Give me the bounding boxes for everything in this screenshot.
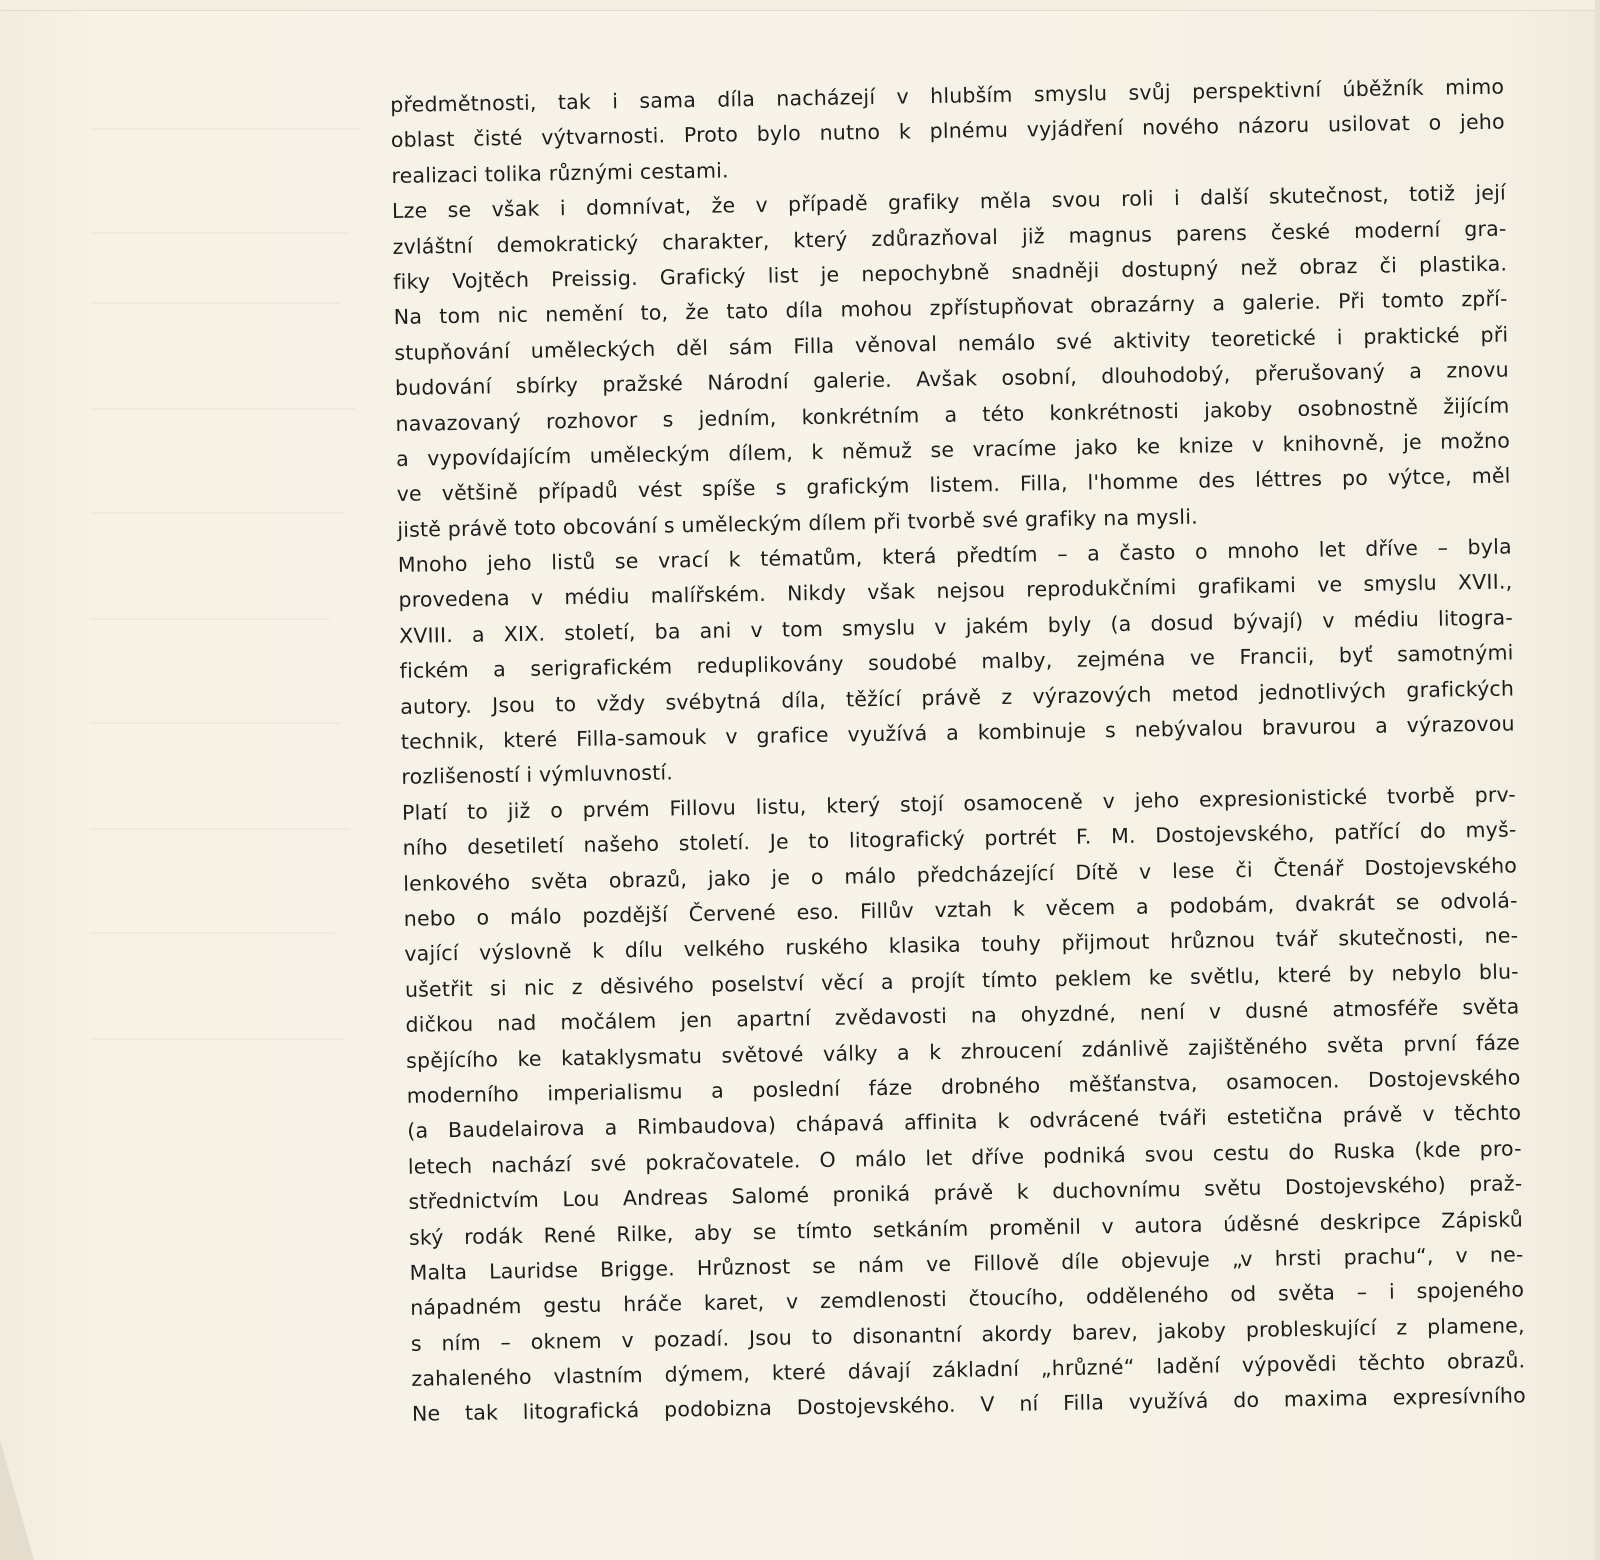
text-line: rozlišeností i výmluvností. <box>401 760 674 790</box>
paragraph <box>392 176 1512 548</box>
bleed-through-line <box>90 128 360 130</box>
text-line: Lze se však i domnívat, že v případě grafiky měla svou roli i další skutečnost, totiž její <box>391 180 1507 224</box>
text-line: fickém a serigrafickém reduplikovány soudobé malby, zejména ve Francii, byť samotnými <box>399 640 1514 684</box>
text-line: zahaleného vlastním dýmem, které dávají základní „hrůzné“ ladění výpovědi těchto obrazů. <box>411 1348 1526 1391</box>
page-top-edge <box>0 0 1600 11</box>
text-line: Na tom nic nemění to, že tato díla mohou zpřístupňovat obrazárny a galerie. Při tomto zpří- <box>393 286 1508 330</box>
page-right-edge <box>1595 0 1600 1560</box>
bleed-through-line <box>90 408 355 410</box>
bleed-through-line <box>90 512 345 514</box>
text-line: předmětnosti, tak i sama díla nacházejí v hlubším smyslu svůj perspektivní úběžník mimo <box>390 74 1505 117</box>
bleed-through-line <box>90 232 350 234</box>
text-line: spějícího ke kataklysmatu světové války a k zhroucení zdánlivě zajištěného světa první fáze <box>405 1029 1521 1073</box>
bleed-through-line <box>90 302 340 304</box>
paragraph <box>402 777 1526 1432</box>
text-line: a vypovídajícím uměleckým dílem, k němuž se vracíme jako ke knize v knihovně, je možno <box>395 428 1511 471</box>
text-line: autory. Jsou to vždy svébytná díla, těžící právě z výrazových metod jednotlivých grafických <box>400 676 1515 719</box>
paragraph <box>390 70 1506 195</box>
text-line: ve většině případů vést spíše s grafickým listem. Filla, l'homme des léttres po výtce, měl <box>396 463 1511 507</box>
text-line: technik, které Filla-samouk v grafice využívá a kombinuje s nebývalou bravurou a výrazovou <box>400 711 1515 754</box>
text-line: budování sbírky pražské Národní galerie. Avšak osobní, dlouhodobý, přerušovaný a znovu <box>394 357 1510 401</box>
text-line: vající výslovně k dílu velkého ruského klasika touhy přijmout hrůznou tvář skutečnosti, ne- <box>404 923 1519 967</box>
text-line: ušetřit si nic z děsivého poselství věcí a projít tímto peklem ke světlu, které by nebylo blu- <box>404 959 1519 1002</box>
text-line: lenkového světa obrazů, jako je o málo předcházející Dítě v lese či Čtenář Dostojevského <box>402 853 1518 896</box>
text-line: (a Baudelairova a Rimbaudova) chápavá affinita k odvrácené tváři estetična právě v těchto <box>407 1100 1522 1144</box>
text-line: navazovaný rozhovor s jedním, konkrétním a této konkrétnosti jakoby osobnostně žijícím <box>395 393 1510 436</box>
text-line: Ne tak litografická podobizna Dostojevského. V ní Filla využívá do maxima expresívního <box>411 1383 1527 1427</box>
text-line: Mnoho jeho listů se vrací k tématům, která předtím – a často o mnoho let dříve – byla <box>397 534 1512 578</box>
text-line: zvláštní demokratický charakter, který zdůrazňoval již magnus parens české moderní gra- <box>392 216 1507 259</box>
bleed-through-line <box>90 932 335 934</box>
bleed-through-line <box>90 618 330 620</box>
text-line: XVIII. a XIX. století, ba ani v tom smyslu v jakém byly (a dosud bývají) v médiu litogra- <box>398 605 1514 648</box>
body-text <box>390 70 1526 1433</box>
text-line: realizaci tolika různými cestami. <box>391 158 729 188</box>
text-line: nebo o málo pozdější Červené eso. Fillův vztah k věcem a podobám, dvakrát se odvolá- <box>403 888 1518 931</box>
text-line: letech nachází své pokračovatele. O málo let dříve podniká svou cestu do Ruska (kde pro- <box>407 1136 1522 1179</box>
text-line: nápadném gestu hráče karet, v zemdlenosti čtoucího, odděleného od světa – i spojeného <box>410 1277 1525 1321</box>
paragraph <box>398 530 1516 796</box>
text-line: Malta Lauridse Brigge. Hrůznost se nám ve Fillově díle objevuje „v hrsti prachu“, v ne- <box>409 1242 1524 1285</box>
bleed-through-line <box>90 1038 345 1040</box>
text-line: ního desetiletí našeho století. Je to litografický portrét F. M. Dostojevského, patřící do myš- <box>402 817 1517 861</box>
text-line: moderního imperialismu a poslední fáze drobného měšťanstva, osamocen. Dostojevského <box>406 1065 1521 1108</box>
text-line: fiky Vojtěch Preissig. Grafický list je nepochybně snadněji dostupný než obraz či plastika. <box>393 251 1508 294</box>
text-line: Platí to již o prvém Fillovu listu, který stojí osamoceně v jeho expresionistické tvorbě prv- <box>401 782 1517 825</box>
page-fold-corner <box>0 1440 34 1560</box>
text-line: dičkou nad močálem jen apartní zvědavosti na ohyzdné, není v dusné atmosféře světa <box>405 994 1520 1038</box>
text-line: ský rodák René Rilke, aby se tímto setkáním proměnil v autora úděsné deskripce Zápisků <box>408 1206 1524 1250</box>
text-line: střednictvím Lou Andreas Salomé proniká právě k duchovnímu světu Dostojevského) praž- <box>408 1171 1523 1214</box>
bleed-through-line <box>90 722 340 724</box>
text-line: provedena v médiu malířském. Nikdy však nejsou reprodukčními grafikami ve smyslu XVII., <box>398 569 1513 613</box>
text-line: stupňování uměleckých děl sám Filla věnoval nemálo své aktivity teoretické i praktické při <box>394 322 1509 365</box>
bleed-through-line <box>90 828 350 830</box>
text-line: oblast čisté výtvarnosti. Proto bylo nutno k plnému vyjádření nového názoru usilovat o jeho <box>390 109 1505 153</box>
text-line: jistě právě toto obcování s uměleckým dílem při tvorbě své grafiky na mysli. <box>397 504 1199 542</box>
text-line: s ním – oknem v pozadí. Jsou to disonantní akordy barev, jakoby probleskující z plamene, <box>410 1313 1525 1356</box>
